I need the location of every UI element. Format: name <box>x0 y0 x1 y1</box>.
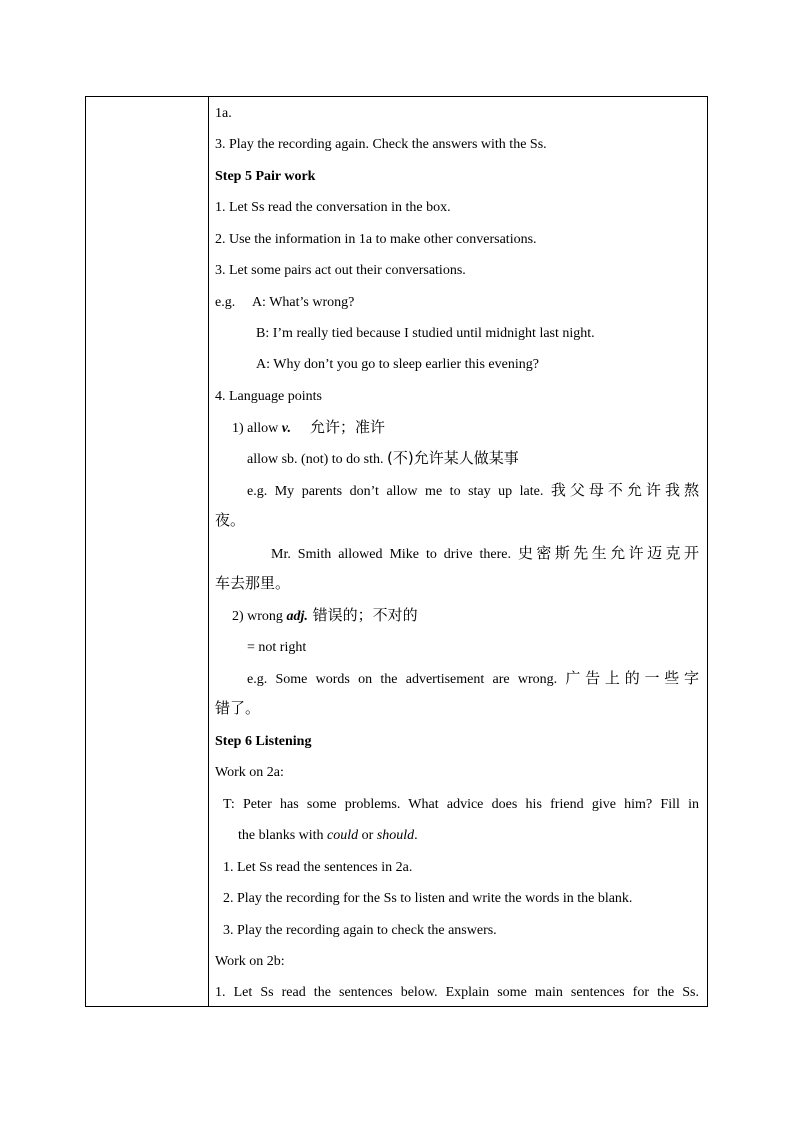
text-line: T: Peter has some problems. What advice does his friend give him? Fill in <box>223 797 699 812</box>
modal-should: should <box>376 828 415 843</box>
dialogue-line: e.g. A: What’s wrong? <box>215 295 355 310</box>
vocab-line <box>232 600 699 631</box>
column-divider <box>208 97 209 1006</box>
text-line: 1. Let Ss read the sentences below. Explain some main sentences for the Ss. <box>215 985 699 1000</box>
text-line: Work on 2a: <box>215 765 284 780</box>
text-segment: the blanks with <box>238 828 328 843</box>
lesson-plan-table <box>85 96 708 1007</box>
text-line: 2. Play the recording for the Ss to listen and write the words in the blank. <box>223 891 633 906</box>
example-text: e.g. Some words on the advertisement are wrong. <box>247 672 566 687</box>
chinese-gloss: 夜。 <box>215 511 246 529</box>
chinese-gloss: 错了。 <box>215 699 261 717</box>
text-line: 1. Let Ss read the sentences in 2a. <box>223 860 413 875</box>
vocab-word: 2) wrong <box>232 609 287 624</box>
text-line: 3. Play the recording again to check the answers. <box>223 923 497 938</box>
text-line: 2. Use the information in 1a to make other conversations. <box>215 232 537 247</box>
text-line: 1. Let Ss read the conversation in the box. <box>215 200 451 215</box>
text-line <box>238 820 699 851</box>
usage-text: = not right <box>247 640 307 655</box>
example-line <box>247 475 699 506</box>
chinese-gloss: 我父母不允许我熬 <box>550 481 699 499</box>
modal-could: could <box>327 828 359 843</box>
vocab-line <box>247 443 699 474</box>
step-heading: Step 6 Listening <box>215 734 312 749</box>
text-line: 1a. <box>215 106 232 121</box>
chinese-gloss: 史密斯先生允许迈克开 <box>517 544 699 562</box>
vocab-word: 1) allow <box>232 421 282 436</box>
text-line: 4. Language points <box>215 389 322 404</box>
example-line <box>247 663 699 694</box>
dialogue-line: A: Why don’t you go to sleep earlier this evening? <box>256 357 539 372</box>
text-segment: . <box>414 828 418 843</box>
text-segment: or <box>358 828 377 843</box>
chinese-gloss: (不)允许某人做某事 <box>387 449 519 467</box>
text-line: 3. Play the recording again. Check the answers with the Ss. <box>215 137 547 152</box>
example-text: Mr. Smith allowed Mike to drive there. <box>271 547 518 562</box>
chinese-gloss: 车去那里。 <box>215 574 291 592</box>
part-of-speech: adj. <box>286 609 308 624</box>
example-line <box>271 538 699 569</box>
chinese-gloss: 错误的；不对的 <box>307 606 418 624</box>
vocab-line <box>232 412 699 443</box>
text-line: Work on 2b: <box>215 954 285 969</box>
dialogue-line: B: I’m really tied because I studied until midnight last night. <box>256 326 595 341</box>
step-heading: Step 5 Pair work <box>215 169 316 184</box>
usage-text: allow sb. (not) to do sth. <box>247 452 387 467</box>
example-text: e.g. My parents don’t allow me to stay up late. <box>247 484 551 499</box>
chinese-gloss: 广告上的一些字 <box>565 669 699 687</box>
text-line: 3. Let some pairs act out their conversations. <box>215 263 466 278</box>
chinese-gloss: 允许；准许 <box>290 418 386 436</box>
part-of-speech: v. <box>281 421 291 436</box>
